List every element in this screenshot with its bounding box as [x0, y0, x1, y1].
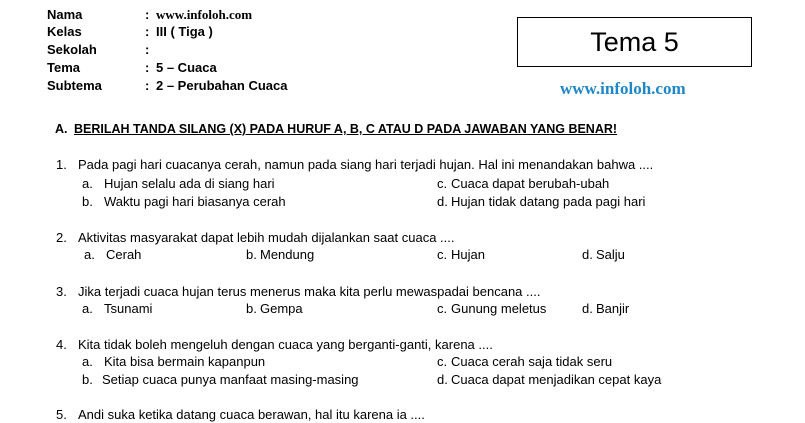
- info-value: www.infoloh.com: [156, 7, 253, 22]
- option-letter: d.: [582, 301, 593, 316]
- option-letter: a.: [82, 301, 93, 316]
- site-link[interactable]: www.infoloh.com: [560, 79, 686, 98]
- option-text: Hujan selalu ada di siang hari: [104, 176, 275, 191]
- option-letter: a.: [84, 247, 95, 262]
- question-number: 2.: [56, 230, 67, 245]
- question-number: 1.: [56, 157, 67, 172]
- tema-title: Tema 5: [590, 26, 679, 57]
- question-text: Kita tidak boleh mengeluh dengan cuaca yang berganti-ganti, karena ....: [78, 337, 493, 352]
- tema-box: [517, 17, 752, 67]
- info-colon: :: [145, 60, 150, 75]
- question-number: 3.: [56, 284, 67, 299]
- instruction-text: BERILAH TANDA SILANG (X) PADA HURUF A, B, C ATAU D PADA JAWABAN YANG BENAR!: [74, 122, 618, 136]
- option-letter: b.: [246, 301, 257, 316]
- info-value: III ( Tiga ): [156, 24, 213, 39]
- option-text: Setiap cuaca punya manfaat masing-masing: [102, 372, 359, 387]
- question-text: Pada pagi hari cuacanya cerah, namun pada siang hari terjadi hujan. Hal ini menandakan bahwa ....: [78, 157, 654, 172]
- section-number: A.: [55, 122, 68, 136]
- info-label: Kelas: [47, 24, 82, 39]
- option-letter: d.: [437, 194, 448, 209]
- option-text: Hujan tidak datang pada pagi hari: [451, 194, 646, 209]
- option-letter: b.: [246, 247, 257, 262]
- info-value: 5 – Cuaca: [156, 60, 217, 75]
- info-colon: :: [145, 78, 150, 93]
- option-text: Hujan: [451, 247, 485, 262]
- option-text: Gunung meletus: [451, 301, 547, 316]
- option-letter: a.: [82, 354, 93, 369]
- info-label: Nama: [47, 7, 83, 22]
- question-text: Jika terjadi cuaca hujan terus menerus maka kita perlu mewaspadai bencana ....: [78, 284, 541, 299]
- question-number: 4.: [56, 337, 67, 352]
- option-letter: a.: [82, 176, 93, 191]
- option-letter: b.: [82, 194, 93, 209]
- option-text: Banjir: [596, 301, 630, 316]
- info-colon: :: [145, 24, 150, 39]
- info-label: Tema: [47, 60, 80, 75]
- option-text: Waktu pagi hari biasanya cerah: [104, 194, 286, 209]
- option-text: Mendung: [260, 247, 315, 262]
- option-letter: d.: [582, 247, 593, 262]
- option-text: Cuaca cerah saja tidak seru: [451, 354, 613, 369]
- option-text: Cuaca dapat berubah-ubah: [451, 176, 610, 191]
- option-text: Salju: [596, 247, 625, 262]
- option-text: Cerah: [106, 247, 142, 262]
- info-label: Subtema: [47, 78, 102, 93]
- option-text: Gempa: [260, 301, 303, 316]
- option-letter: c.: [437, 247, 448, 262]
- option-text: Kita bisa bermain kapanpun: [104, 354, 266, 369]
- option-text: Tsunami: [104, 301, 153, 316]
- option-letter: b.: [82, 372, 93, 387]
- question-number: 5.: [56, 407, 67, 422]
- info-value: 2 – Perubahan Cuaca: [156, 78, 288, 93]
- option-letter: d.: [437, 372, 448, 387]
- question-text: Aktivitas masyarakat dapat lebih mudah dijalankan saat cuaca ....: [78, 230, 455, 245]
- info-label: Sekolah: [47, 42, 97, 57]
- option-letter: c.: [437, 176, 448, 191]
- question-text: Andi suka ketika datang cuaca berawan, hal itu karena ia ....: [78, 407, 425, 422]
- info-colon: :: [145, 42, 150, 57]
- option-letter: c.: [437, 301, 448, 316]
- info-colon: :: [145, 7, 150, 22]
- option-text: Cuaca dapat menjadikan cepat kaya: [451, 372, 662, 387]
- option-letter: c.: [437, 354, 448, 369]
